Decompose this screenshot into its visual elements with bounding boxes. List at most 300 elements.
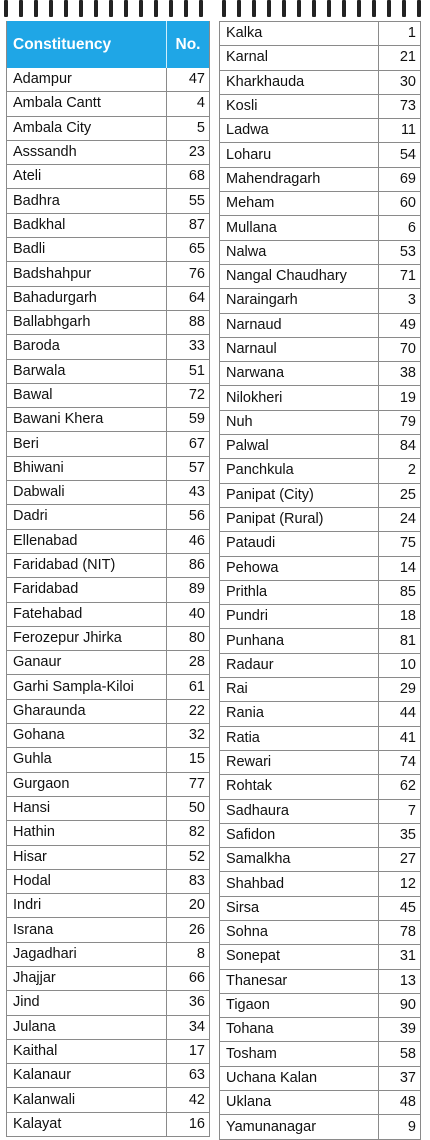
constituency-number: 30 <box>379 70 421 94</box>
constituency-name: Narnaul <box>220 337 379 361</box>
constituency-number: 24 <box>379 507 421 531</box>
constituency-name: Narwana <box>220 362 379 386</box>
constituency-name: Shahbad <box>220 872 379 896</box>
constituency-name: Ambala Cantt <box>7 92 167 116</box>
constituency-number: 11 <box>379 119 421 143</box>
constituency-number: 18 <box>379 605 421 629</box>
constituency-number: 16 <box>167 1112 210 1136</box>
constituency-name: Kalanwali <box>7 1088 167 1112</box>
constituency-number: 23 <box>167 140 210 164</box>
constituency-number: 71 <box>379 264 421 288</box>
constituency-number: 45 <box>379 896 421 920</box>
constituency-number: 22 <box>167 699 210 723</box>
constituency-number: 79 <box>379 410 421 434</box>
constituency-name: Bhiwani <box>7 456 167 480</box>
constituency-number: 66 <box>167 966 210 990</box>
table-row <box>7 408 210 432</box>
constituency-number: 14 <box>379 556 421 580</box>
table-row <box>7 238 210 262</box>
constituency-name: Jind <box>7 991 167 1015</box>
table-row <box>220 629 421 653</box>
constituency-number: 78 <box>379 920 421 944</box>
table-row <box>7 675 210 699</box>
constituency-name: Ratia <box>220 726 379 750</box>
table-row <box>220 1066 421 1090</box>
constituency-name: Ateli <box>7 165 167 189</box>
constituency-name: Kalka <box>220 22 379 46</box>
constituency-number: 65 <box>167 238 210 262</box>
table-row <box>220 580 421 604</box>
table-row <box>220 969 421 993</box>
constituency-number: 32 <box>167 724 210 748</box>
constituency-name: Kharkhauda <box>220 70 379 94</box>
table-row <box>220 678 421 702</box>
table-row <box>7 505 210 529</box>
table-row <box>7 796 210 820</box>
table-row <box>7 991 210 1015</box>
spiral-ring-icon <box>267 0 271 17</box>
constituency-number: 19 <box>379 386 421 410</box>
constituency-name: Bawani Khera <box>7 408 167 432</box>
table-row <box>7 821 210 845</box>
constituency-number: 68 <box>167 165 210 189</box>
constituency-number: 2 <box>379 459 421 483</box>
constituency-number: 72 <box>167 383 210 407</box>
constituency-number: 31 <box>379 945 421 969</box>
constituency-number: 58 <box>379 1042 421 1066</box>
constituency-name: Ballabhgarh <box>7 310 167 334</box>
table-row <box>220 313 421 337</box>
constituency-number: 77 <box>167 772 210 796</box>
table-row <box>220 532 421 556</box>
table-row <box>220 872 421 896</box>
constituency-name: Nuh <box>220 410 379 434</box>
table-row <box>220 143 421 167</box>
constituency-name: Loharu <box>220 143 379 167</box>
spiral-ring-icon <box>402 0 406 17</box>
constituency-name: Naraingarh <box>220 289 379 313</box>
constituency-number: 26 <box>167 918 210 942</box>
spiral-ring-icon <box>297 0 301 17</box>
constituency-number: 74 <box>379 750 421 774</box>
spiral-ring-icon <box>222 0 226 17</box>
table-row <box>220 94 421 118</box>
constituency-name: Nalwa <box>220 240 379 264</box>
table-row <box>7 529 210 553</box>
table-row <box>220 750 421 774</box>
constituency-name: Palwal <box>220 435 379 459</box>
constituency-number: 50 <box>167 796 210 820</box>
constituency-number: 38 <box>379 362 421 386</box>
constituency-name: Asssandh <box>7 140 167 164</box>
spiral-ring-icon <box>372 0 376 17</box>
table-row <box>220 337 421 361</box>
table-row <box>220 896 421 920</box>
constituency-name: Thanesar <box>220 969 379 993</box>
table-row <box>7 651 210 675</box>
constituency-name: Karnal <box>220 46 379 70</box>
constituency-name: Gharaunda <box>7 699 167 723</box>
constituency-number: 8 <box>167 942 210 966</box>
table-row <box>220 775 421 799</box>
constituency-name: Nilokheri <box>220 386 379 410</box>
constituency-name: Punhana <box>220 629 379 653</box>
constituency-number: 42 <box>167 1088 210 1112</box>
constituency-number: 51 <box>167 359 210 383</box>
constituency-name: Fatehabad <box>7 602 167 626</box>
constituency-table-right <box>219 21 421 1140</box>
constituency-number: 29 <box>379 678 421 702</box>
constituency-name: Baroda <box>7 335 167 359</box>
table-row <box>7 213 210 237</box>
spiral-ring-icon <box>417 0 421 17</box>
spiral-ring-icon <box>387 0 391 17</box>
constituency-number: 73 <box>379 94 421 118</box>
table-row <box>7 626 210 650</box>
constituency-name: Tohana <box>220 1018 379 1042</box>
notebook-spiral-icon <box>4 0 214 18</box>
table-row <box>220 653 421 677</box>
constituency-number: 10 <box>379 653 421 677</box>
table-row <box>220 1115 421 1139</box>
constituency-number: 80 <box>167 626 210 650</box>
table-row <box>7 456 210 480</box>
constituency-name: Guhla <box>7 748 167 772</box>
constituency-number: 75 <box>379 532 421 556</box>
constituency-name: Panipat (Rural) <box>220 507 379 531</box>
table-row <box>7 335 210 359</box>
constituency-name: Tigaon <box>220 993 379 1017</box>
table-row <box>7 432 210 456</box>
constituency-name: Badli <box>7 238 167 262</box>
constituency-name: Sadhaura <box>220 799 379 823</box>
spiral-ring-icon <box>169 0 173 17</box>
constituency-number: 67 <box>167 432 210 456</box>
constituency-name: Hodal <box>7 869 167 893</box>
table-row <box>220 848 421 872</box>
constituency-number: 36 <box>167 991 210 1015</box>
constituency-name: Indri <box>7 894 167 918</box>
constituency-name: Julana <box>7 1015 167 1039</box>
constituency-number: 37 <box>379 1066 421 1090</box>
spiral-ring-icon <box>184 0 188 17</box>
table-row <box>7 68 210 92</box>
constituency-name: Yamunanagar <box>220 1115 379 1139</box>
table-row <box>220 70 421 94</box>
constituency-name: Rohtak <box>220 775 379 799</box>
spiral-ring-icon <box>79 0 83 17</box>
spiral-ring-icon <box>124 0 128 17</box>
constituency-number: 28 <box>167 651 210 675</box>
constituency-name: Pundri <box>220 605 379 629</box>
table-row <box>7 286 210 310</box>
constituency-name: Ferozepur Jhirka <box>7 626 167 650</box>
constituency-number: 62 <box>379 775 421 799</box>
table-row <box>220 1018 421 1042</box>
constituency-name: Sohna <box>220 920 379 944</box>
table-row <box>7 262 210 286</box>
constituency-name: Jhajjar <box>7 966 167 990</box>
table-row <box>7 894 210 918</box>
constituency-name: Adampur <box>7 68 167 92</box>
table-row <box>7 553 210 577</box>
constituency-name: Bawal <box>7 383 167 407</box>
constituency-number: 35 <box>379 823 421 847</box>
spiral-ring-icon <box>357 0 361 17</box>
constituency-name: Gohana <box>7 724 167 748</box>
table-row <box>220 605 421 629</box>
constituency-name: Hathin <box>7 821 167 845</box>
constituency-number: 6 <box>379 216 421 240</box>
constituency-number: 76 <box>167 262 210 286</box>
table-row <box>220 386 421 410</box>
spiral-ring-icon <box>49 0 53 17</box>
constituency-number: 53 <box>379 240 421 264</box>
constituency-name: Uchana Kalan <box>220 1066 379 1090</box>
table-row <box>220 167 421 191</box>
left-constituency-table-panel <box>6 21 210 1137</box>
constituency-name: Bahadurgarh <box>7 286 167 310</box>
table-row <box>7 1064 210 1088</box>
table-row <box>220 993 421 1017</box>
spiral-ring-icon <box>199 0 203 17</box>
table-row <box>7 699 210 723</box>
constituency-number: 4 <box>167 92 210 116</box>
spiral-ring-icon <box>252 0 256 17</box>
table-row <box>7 116 210 140</box>
constituency-number: 20 <box>167 894 210 918</box>
table-row <box>7 1088 210 1112</box>
table-row <box>220 362 421 386</box>
constituency-name: Radaur <box>220 653 379 677</box>
spiral-ring-icon <box>282 0 286 17</box>
constituency-name: Panchkula <box>220 459 379 483</box>
table-header-row <box>7 21 210 68</box>
constituency-number: 52 <box>167 845 210 869</box>
constituency-name: Nangal Chaudhary <box>220 264 379 288</box>
table-row <box>220 726 421 750</box>
constituency-number: 56 <box>167 505 210 529</box>
spiral-ring-icon <box>139 0 143 17</box>
constituency-number: 64 <box>167 286 210 310</box>
table-row <box>7 359 210 383</box>
table-row <box>220 216 421 240</box>
constituency-name: Rai <box>220 678 379 702</box>
constituency-number: 15 <box>167 748 210 772</box>
table-row <box>7 724 210 748</box>
constituency-name: Rania <box>220 702 379 726</box>
constituency-name: Kalanaur <box>7 1064 167 1088</box>
constituency-number: 82 <box>167 821 210 845</box>
constituency-name: Panipat (City) <box>220 483 379 507</box>
constituency-number: 87 <box>167 213 210 237</box>
table-row <box>220 410 421 434</box>
constituency-name: Mullana <box>220 216 379 240</box>
table-row <box>220 507 421 531</box>
constituency-number: 21 <box>379 46 421 70</box>
constituency-number: 41 <box>379 726 421 750</box>
spiral-ring-icon <box>327 0 331 17</box>
spiral-ring-icon <box>64 0 68 17</box>
constituency-number: 44 <box>379 702 421 726</box>
table-row <box>7 966 210 990</box>
constituency-number: 9 <box>379 1115 421 1139</box>
constituency-number: 54 <box>379 143 421 167</box>
constituency-number: 7 <box>379 799 421 823</box>
constituency-number: 60 <box>379 192 421 216</box>
constituency-number: 48 <box>379 1091 421 1115</box>
constituency-number: 25 <box>379 483 421 507</box>
spiral-ring-icon <box>312 0 316 17</box>
table-row <box>7 918 210 942</box>
constituency-name: Ganaur <box>7 651 167 675</box>
constituency-number: 55 <box>167 189 210 213</box>
table-row <box>7 92 210 116</box>
constituency-name: Mahendragarh <box>220 167 379 191</box>
constituency-number: 83 <box>167 869 210 893</box>
constituency-name: Hansi <box>7 796 167 820</box>
constituency-number: 27 <box>379 848 421 872</box>
notebook-spiral-icon <box>222 0 430 18</box>
constituency-number: 84 <box>379 435 421 459</box>
constituency-name: Dadri <box>7 505 167 529</box>
constituency-name: Pehowa <box>220 556 379 580</box>
constituency-number: 46 <box>167 529 210 553</box>
constituency-number: 49 <box>379 313 421 337</box>
spiral-ring-icon <box>342 0 346 17</box>
table-row <box>220 920 421 944</box>
constituency-number: 13 <box>379 969 421 993</box>
constituency-number: 59 <box>167 408 210 432</box>
constituency-name: Faridabad <box>7 578 167 602</box>
constituency-number: 61 <box>167 675 210 699</box>
constituency-name: Jagadhari <box>7 942 167 966</box>
table-row <box>7 481 210 505</box>
table-row <box>220 46 421 70</box>
table-row <box>220 459 421 483</box>
table-row <box>7 748 210 772</box>
table-row <box>220 289 421 313</box>
table-row <box>7 845 210 869</box>
constituency-name: Beri <box>7 432 167 456</box>
table-row <box>220 264 421 288</box>
table-row <box>220 1042 421 1066</box>
constituency-number: 39 <box>379 1018 421 1042</box>
constituency-number: 81 <box>379 629 421 653</box>
constituency-name: Badhra <box>7 189 167 213</box>
constituency-number: 1 <box>379 22 421 46</box>
constituency-name: Ellenabad <box>7 529 167 553</box>
table-row <box>220 702 421 726</box>
table-row <box>220 556 421 580</box>
table-row <box>7 602 210 626</box>
constituency-table-left <box>6 21 210 1137</box>
constituency-name: Kosli <box>220 94 379 118</box>
constituency-number: 88 <box>167 310 210 334</box>
constituency-name: Samalkha <box>220 848 379 872</box>
constituency-number: 86 <box>167 553 210 577</box>
table-row <box>220 240 421 264</box>
spiral-ring-icon <box>19 0 23 17</box>
table-row <box>7 383 210 407</box>
constituency-name: Garhi Sampla-Kiloi <box>7 675 167 699</box>
constituency-name: Faridabad (NIT) <box>7 553 167 577</box>
table-row <box>220 945 421 969</box>
table-row <box>220 799 421 823</box>
constituency-name: Dabwali <box>7 481 167 505</box>
spiral-ring-icon <box>4 0 8 17</box>
constituency-number: 90 <box>379 993 421 1017</box>
constituency-number: 17 <box>167 1039 210 1063</box>
constituency-name: Safidon <box>220 823 379 847</box>
table-row <box>7 310 210 334</box>
constituency-name: Prithla <box>220 580 379 604</box>
constituency-name: Narnaud <box>220 313 379 337</box>
table-row <box>220 823 421 847</box>
table-row <box>7 140 210 164</box>
table-row <box>7 1039 210 1063</box>
table-row <box>220 192 421 216</box>
spiral-ring-icon <box>237 0 241 17</box>
constituency-header: Constituency <box>7 21 167 68</box>
table-row <box>220 483 421 507</box>
constituency-name: Kaithal <box>7 1039 167 1063</box>
constituency-number: 47 <box>167 68 210 92</box>
constituency-name: Pataudi <box>220 532 379 556</box>
table-row <box>220 1091 421 1115</box>
number-header: No. <box>167 21 210 68</box>
spiral-ring-icon <box>34 0 38 17</box>
constituency-name: Barwala <box>7 359 167 383</box>
table-row <box>7 772 210 796</box>
constituency-name: Tosham <box>220 1042 379 1066</box>
spiral-ring-icon <box>94 0 98 17</box>
table-row <box>7 1015 210 1039</box>
right-constituency-table-panel <box>219 21 421 1140</box>
constituency-number: 5 <box>167 116 210 140</box>
table-row <box>220 22 421 46</box>
constituency-name: Rewari <box>220 750 379 774</box>
constituency-number: 69 <box>379 167 421 191</box>
constituency-name: Kalayat <box>7 1112 167 1136</box>
table-row <box>7 869 210 893</box>
constituency-name: Sirsa <box>220 896 379 920</box>
constituency-name: Gurgaon <box>7 772 167 796</box>
constituency-name: Meham <box>220 192 379 216</box>
table-row <box>7 165 210 189</box>
spiral-ring-icon <box>154 0 158 17</box>
constituency-name: Badshahpur <box>7 262 167 286</box>
spiral-ring-icon <box>109 0 113 17</box>
table-row <box>7 578 210 602</box>
constituency-name: Sonepat <box>220 945 379 969</box>
constituency-number: 12 <box>379 872 421 896</box>
table-row <box>220 435 421 459</box>
constituency-number: 33 <box>167 335 210 359</box>
table-row <box>7 1112 210 1136</box>
table-row <box>220 119 421 143</box>
constituency-name: Israna <box>7 918 167 942</box>
constituency-number: 85 <box>379 580 421 604</box>
constituency-name: Badkhal <box>7 213 167 237</box>
constituency-number: 40 <box>167 602 210 626</box>
constituency-number: 63 <box>167 1064 210 1088</box>
table-row <box>7 189 210 213</box>
constituency-number: 3 <box>379 289 421 313</box>
constituency-number: 70 <box>379 337 421 361</box>
constituency-number: 43 <box>167 481 210 505</box>
constituency-number: 34 <box>167 1015 210 1039</box>
